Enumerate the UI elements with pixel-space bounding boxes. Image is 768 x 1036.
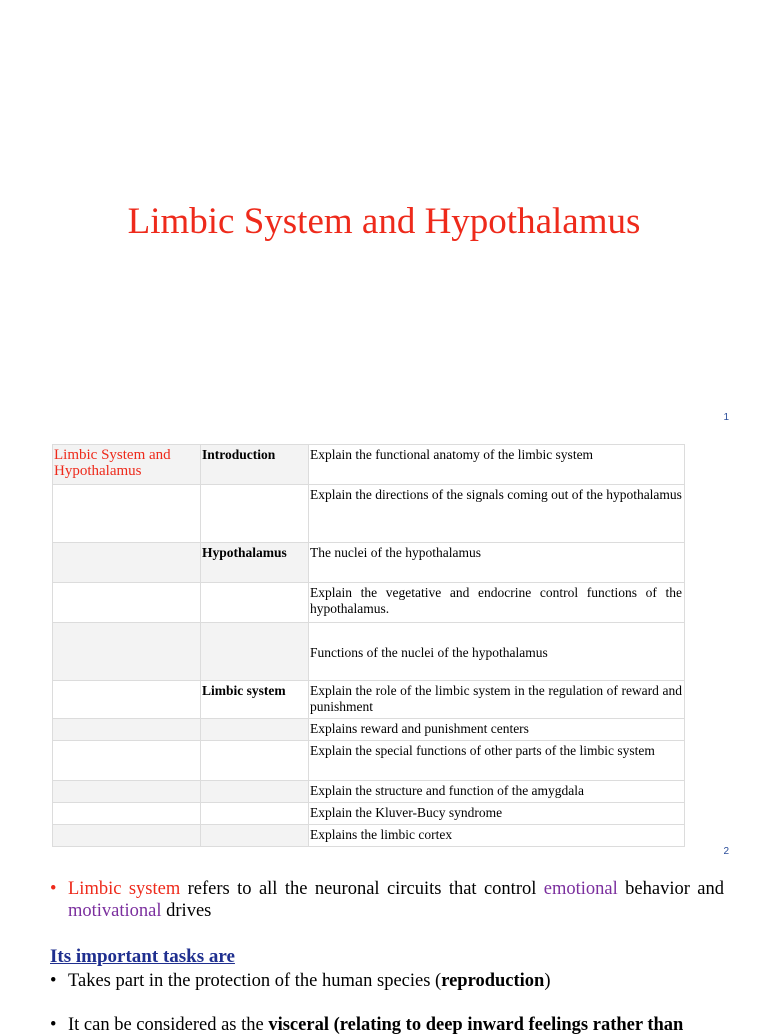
page-number: 1: [723, 412, 729, 423]
table-cell: [201, 485, 309, 543]
table-row: [53, 623, 685, 681]
table-cell: [53, 803, 201, 825]
table-cell: [53, 719, 201, 741]
table-row: [53, 583, 685, 623]
table-cell: Explain the role of the limbic system in the regulation of reward and punishment: [309, 681, 685, 719]
table-row: [53, 825, 685, 847]
text-segment: behavior and: [617, 879, 725, 899]
table-cell: Explains the limbic cortex: [309, 825, 685, 847]
term-motivational: motivational: [68, 901, 162, 921]
table-cell: [201, 623, 309, 681]
bullet-limbic-definition: [50, 878, 724, 922]
text-segment: ): [544, 971, 551, 991]
table-cell: Explains reward and punishment centers: [309, 719, 685, 741]
table-row: [53, 781, 685, 803]
table-cell: Limbic system: [201, 681, 309, 719]
text-segment: Takes part in the protection of the human species (: [68, 971, 442, 991]
bullet-marker: •: [50, 971, 57, 991]
tasks-heading: Its important tasks are: [50, 946, 235, 967]
table-cell: [201, 803, 309, 825]
table-cell: [53, 583, 201, 623]
term-limbic-system: Limbic system: [68, 879, 181, 899]
outline-table: [52, 444, 685, 847]
table-cell: [53, 741, 201, 781]
table-row: [53, 803, 685, 825]
bullet-marker: •: [50, 879, 57, 899]
bullet-text: [68, 1014, 724, 1036]
table-row: [53, 719, 685, 741]
table-row: [53, 485, 685, 543]
table-row: [53, 445, 685, 485]
table-cell: Explain the special functions of other parts of the limbic system: [309, 741, 685, 781]
text-segment: It can be considered as the: [68, 1015, 269, 1035]
table-cell: [201, 825, 309, 847]
table-row: [53, 681, 685, 719]
slide-title: Limbic System and Hypothalamus: [127, 201, 641, 242]
table-cell: [201, 741, 309, 781]
bullet-marker: •: [50, 1015, 57, 1035]
table-cell: Hypothalamus: [201, 543, 309, 583]
table-cell: [53, 681, 201, 719]
bullet-text: [68, 878, 724, 922]
table-cell: Explain the vegetative and endocrine control functions of the hypothalamus.: [309, 583, 685, 623]
table-cell: The nuclei of the hypothalamus: [309, 543, 685, 583]
bullet-text: [68, 970, 724, 992]
table-cell: Explain the directions of the signals coming out of the hypothalamus: [309, 485, 685, 543]
table-cell: Explain the functional anatomy of the limbic system: [309, 445, 685, 485]
table-cell: [53, 781, 201, 803]
table-cell: [53, 543, 201, 583]
text-segment: refers to all the neuronal circuits that control: [180, 879, 544, 899]
table-cell: Explain the structure and function of the amygdala: [309, 781, 685, 803]
table-cell: [53, 485, 201, 543]
table-cell: Explain the Kluver-Bucy syndrome: [309, 803, 685, 825]
table-cell: Functions of the nuclei of the hypothalamus: [309, 623, 685, 681]
text-segment: drives: [161, 901, 212, 921]
table-row: [53, 741, 685, 781]
table-cell: [53, 623, 201, 681]
table-cell: Limbic System and Hypothalamus: [53, 445, 201, 485]
table-cell: [53, 825, 201, 847]
table-cell: [201, 781, 309, 803]
term-reproduction: reproduction: [441, 971, 545, 991]
term-emotional: emotional: [543, 879, 618, 899]
table-cell: Introduction: [201, 445, 309, 485]
table-row: [53, 543, 685, 583]
table-cell: [201, 719, 309, 741]
bullet-visceral: [50, 1014, 724, 1036]
term-visceral: visceral (relating to deep inward feelings rather than: [268, 1015, 684, 1035]
table-cell: [201, 583, 309, 623]
page-number: 2: [723, 846, 729, 857]
bullet-reproduction: [50, 970, 724, 992]
